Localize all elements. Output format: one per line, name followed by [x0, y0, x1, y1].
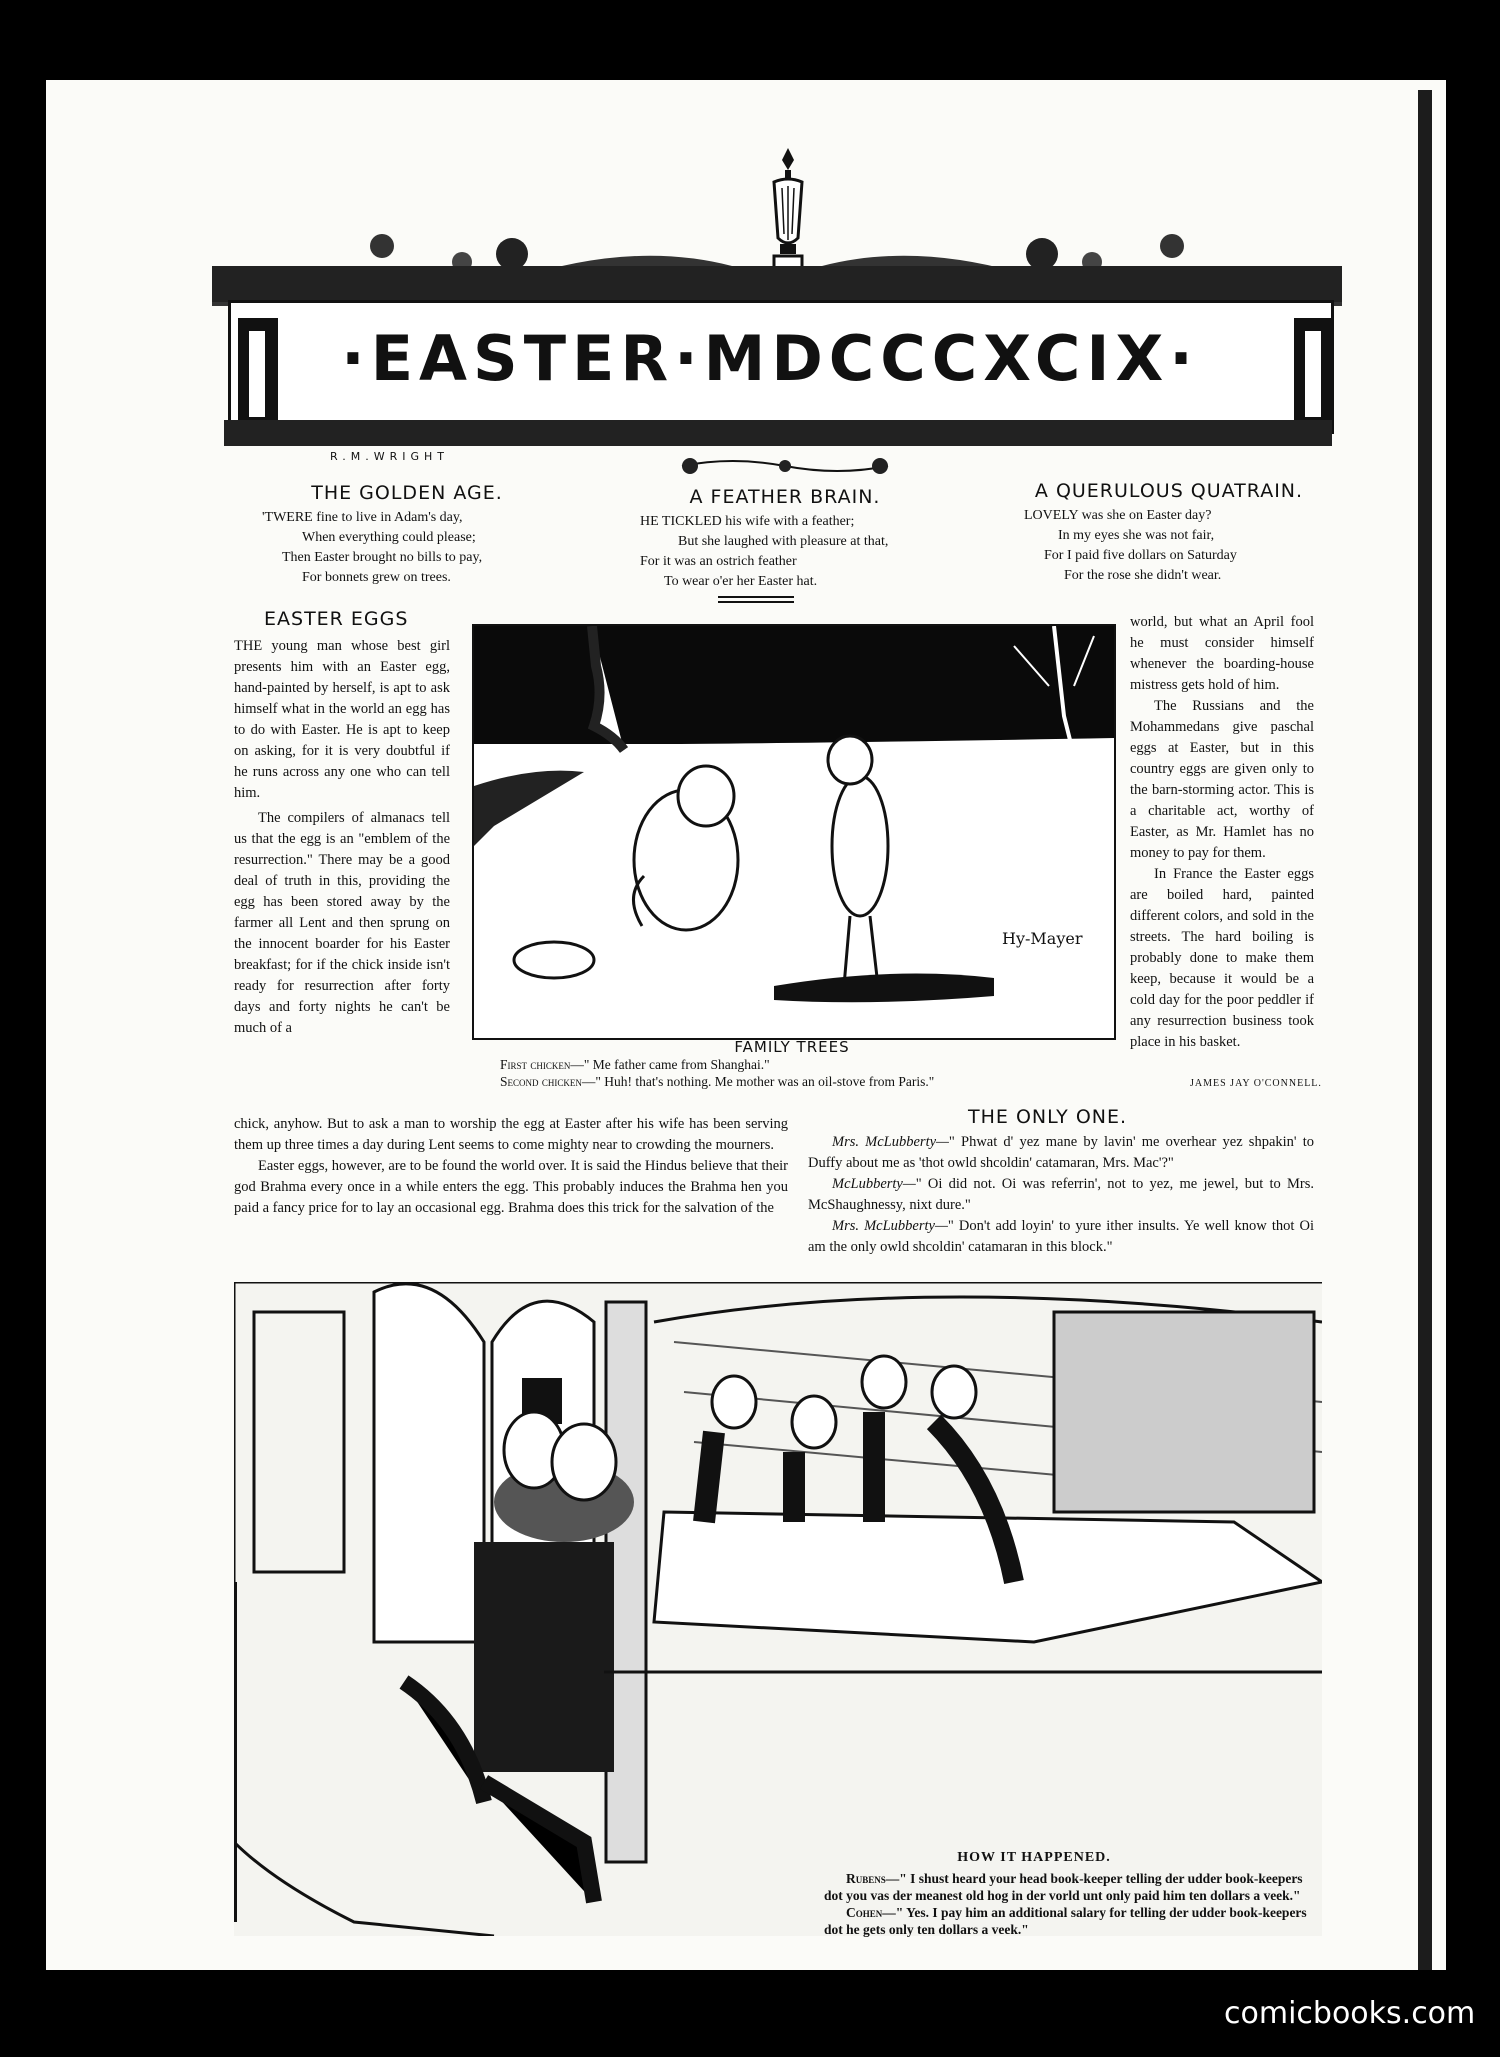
- caption-title-family-trees: FAMILY TREES: [734, 1038, 850, 1056]
- section-rule: [718, 596, 794, 603]
- banner-cornice: [212, 266, 1342, 302]
- right-pillar: [1294, 318, 1334, 434]
- banner-artist-credit: R.M.WRIGHT: [330, 450, 450, 463]
- poem-line: For I paid five dollars on Saturday: [1044, 548, 1237, 563]
- poem-body: [1024, 506, 1314, 586]
- site-watermark: comicbooks.com: [1224, 1996, 1476, 2031]
- caption-how-it-happened: [824, 1870, 1320, 1938]
- poem-body: [262, 508, 552, 588]
- how-it-happened-illustration: [234, 1282, 1322, 1936]
- speaker: McLubberty—: [832, 1176, 916, 1192]
- paragraph: The Russians and the Mohammedans give paschal eggs at Easter, but in this country eggs are given only to the barn-storming actor. This is a charitable act, worthy of Easter, as Mr. Hamlet has no money to pay for them.: [1130, 698, 1314, 861]
- page-title: ·EASTER·MDCCCXCIX·: [341, 322, 1199, 395]
- poem-feather-brain: [640, 486, 930, 592]
- poem-line: 'TWERE fine to live in Adam's day,: [262, 510, 463, 525]
- speaker: Cohen—: [846, 1905, 896, 1920]
- poem-line: But she laughed with pleasure at that,: [678, 534, 889, 549]
- speaker: Rubens—: [846, 1871, 900, 1886]
- poem-line: LOVELY was she on Easter day?: [1024, 508, 1212, 523]
- only-one-dialogue: [808, 1132, 1314, 1258]
- easter-eggs-column-3: [1130, 612, 1314, 1053]
- speaker: Mrs. McLubberty—: [832, 1134, 949, 1150]
- paragraph: In France the Easter eggs are boiled hard, painted different colors, and sold in the streets. The hard boiling is probably done to make them keep, because it would be a cold day for the poor peddler if any resurrection business took place in his basket.: [1130, 866, 1314, 1050]
- dialogue: " Huh! that's nothing. Me mother was an oil-stove from Paris.": [595, 1074, 935, 1089]
- poem-body: [640, 512, 930, 592]
- paragraph: The compilers of almanacs tell us that the egg is an "emblem of the resurrection." There may be a good deal of truth in this, providing the egg has been stored away by the farmer all Lent and then sprung on the innocent boarder for his Easter breakfast; for if the chick inside isn't ready for resurrection after forty days and forty nights he can't be much of a: [234, 810, 450, 1036]
- poem-querulous-quatrain: [1024, 480, 1314, 586]
- poem-golden-age: [262, 482, 552, 588]
- speaker: Mrs. McLubberty—: [832, 1218, 948, 1234]
- easter-eggs-column-1: [234, 636, 450, 1039]
- dialogue: " Phwat d' yez mane by lavin' me overhear yez shpakin' to Duffy about me as 'thot owld shcoldin' catamaran, Mrs. Mac'?": [808, 1134, 1314, 1171]
- dialogue: " Oi did not. Oi was referrin', not to yez, me jewel, but to Mrs. McShaughnessy, nixt dure.": [808, 1176, 1314, 1213]
- speaker: Second chicken—: [500, 1074, 596, 1089]
- poem-line: HE TICKLED his wife with a feather;: [640, 514, 855, 529]
- dialogue: " Don't add loyin' to yure ither insults. Ye well know thot Oi am the only owld shcoldin' catamaran in this block.": [808, 1218, 1314, 1255]
- poem-line: In my eyes she was not fair,: [1058, 528, 1215, 543]
- article-title-only-one: THE ONLY ONE.: [968, 1106, 1128, 1128]
- paragraph: world, but what an April fool he must consider himself whenever the boarding-house mistress gets hold of him.: [1130, 614, 1314, 693]
- floral-divider: [672, 452, 898, 480]
- poem-line: For bonnets grew on trees.: [302, 570, 451, 585]
- caption-family-trees: [500, 1056, 1120, 1090]
- caption-title-how-it-happened: HOW IT HAPPENED.: [957, 1850, 1111, 1865]
- poem-line: For the rose she didn't wear.: [1064, 568, 1222, 583]
- poem-title: A FEATHER BRAIN.: [689, 486, 881, 508]
- poem-title: THE GOLDEN AGE.: [311, 482, 503, 504]
- article-title-easter-eggs: EASTER EGGS: [264, 608, 409, 630]
- banner-base: [224, 420, 1332, 446]
- dialogue: " Me father came from Shanghai.": [583, 1057, 770, 1072]
- paragraph: THE young man whose best girl presents him with an Easter egg, hand-painted by herself, is apt to ask himself what in the world an egg has to do with Easter. He is apt to keep on asking, for it is very doubtful if he runs across any one who can tell him.: [234, 638, 450, 801]
- author-credit: JAMES JAY O'CONNELL.: [1190, 1078, 1322, 1089]
- poem-line: When everything could please;: [302, 530, 476, 545]
- dialogue: " Yes. I pay him an additional salary for telling der udder book-keepers dot he gets only ten dollars a veek.": [824, 1905, 1307, 1937]
- artist-signature: Hy-Mayer: [1002, 929, 1083, 948]
- poem-title: A QUERULOUS QUATRAIN.: [1034, 480, 1304, 502]
- paragraph: Easter eggs, however, are to be found the world over. It is said the Hindus believe that their god Brahma every once in a while enters the egg. This probably induces the Brahma hen you paid a fancy price for to lay an occasional egg. Brahma does this trick for the salvation of the: [234, 1158, 788, 1216]
- easter-eggs-wide-column: [234, 1114, 788, 1219]
- speaker: First chicken—: [500, 1057, 584, 1072]
- family-trees-illustration: [472, 624, 1116, 1040]
- dialogue: " I shust heard your head book-keeper telling der udder book-keepers dot you vas der meanest old hog in der vorld unt only paid him ten dollars a veek.": [824, 1871, 1303, 1903]
- poem-line: To wear o'er her Easter hat.: [664, 574, 818, 589]
- page-spine: [1418, 90, 1432, 1970]
- poem-line: For it was an ostrich feather: [640, 554, 797, 569]
- paragraph: chick, anyhow. But to ask a man to worship the egg at Easter after his wife has been serving them up three times a day during Lent seems to come mighty near to crowding the mourners.: [234, 1116, 788, 1153]
- poem-line: Then Easter brought no bills to pay,: [282, 550, 483, 565]
